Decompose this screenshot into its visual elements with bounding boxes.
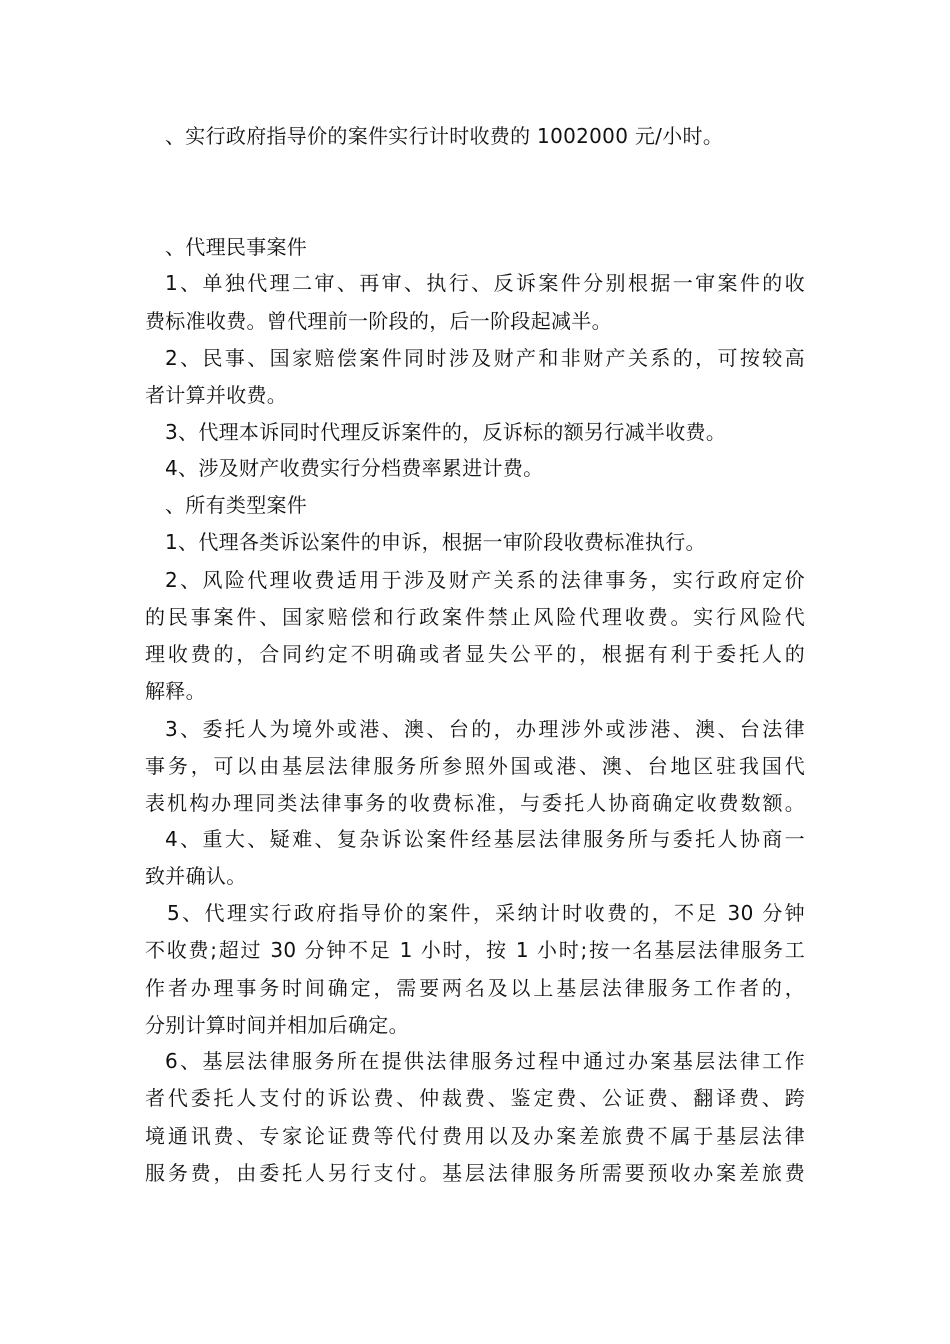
- text-line: 3、委托人为境外或港、澳、台的，办理涉外或涉港、澳、台法律: [165, 717, 805, 741]
- text-line: 者计算并收费。: [145, 383, 288, 407]
- section-heading: 、代理民事案件: [165, 235, 308, 259]
- text-line: 作者办理事务时间确定，需要两名及以上基层法律服务工作者的，: [145, 976, 805, 1000]
- text-line: 解释。: [145, 679, 206, 703]
- text-line: 事务，可以由基层法律服务所参照外国或港、澳、台地区驻我国代: [145, 754, 805, 778]
- text-line: 2、民事、国家赔偿案件同时涉及财产和非财产关系的，可按较高: [165, 346, 805, 370]
- text-line: 费标准收费。曾代理前一阶段的，后一阶段起减半。: [145, 309, 612, 333]
- text-line: 4、涉及财产收费实行分档费率累进计费。: [165, 456, 544, 480]
- section-heading: 、所有类型案件: [165, 493, 308, 517]
- text-line: 2、风险代理收费适用于涉及财产关系的法律事务，实行政府定价: [165, 568, 805, 592]
- text-line: 的民事案件、国家赔偿和行政案件禁止风险代理收费。实行风险代: [145, 605, 805, 629]
- text-line: 6、基层法律服务所在提供法律服务过程中通过办案基层法律工作: [165, 1049, 805, 1073]
- text-line: 1、代理各类诉讼案件的申诉，根据一审阶段收费标准执行。: [165, 530, 706, 554]
- text-line: 分别计算时间并相加后确定。: [145, 1013, 409, 1037]
- text-line: 境通讯费、专家论证费等代付费用以及办案差旅费不属于基层法律: [145, 1124, 805, 1148]
- text-line: 理收费的，合同约定不明确或者显失公平的，根据有利于委托人的: [145, 642, 805, 666]
- text-line: 不收费;超过 30 分钟不足 1 小时，按 1 小时;按一名基层法律服务工: [145, 938, 805, 962]
- text-line: 致并确认。: [145, 864, 247, 888]
- text-line: 、实行政府指导价的案件实行计时收费的 1002000 元/小时。: [165, 124, 724, 148]
- text-line: 4、重大、疑难、复杂诉讼案件经基层法律服务所与委托人协商一: [165, 827, 805, 851]
- text-line: 服务费，由委托人另行支付。基层法律服务所需要预收办案差旅费: [145, 1161, 805, 1185]
- text-line: 者代委托人支付的诉讼费、仲裁费、鉴定费、公证费、翻译费、跨: [145, 1086, 805, 1110]
- text-line: 5、代理实行政府指导价的案件，采纳计时收费的，不足 30 分钟: [167, 901, 805, 925]
- text-line: 1、单独代理二审、再审、执行、反诉案件分别根据一审案件的收: [165, 271, 805, 295]
- text-line: 表机构办理同类法律事务的收费标准，与委托人协商确定收费数额。: [145, 791, 805, 815]
- text-line: 3、代理本诉同时代理反诉案件的，反诉标的额另行减半收费。: [165, 420, 727, 444]
